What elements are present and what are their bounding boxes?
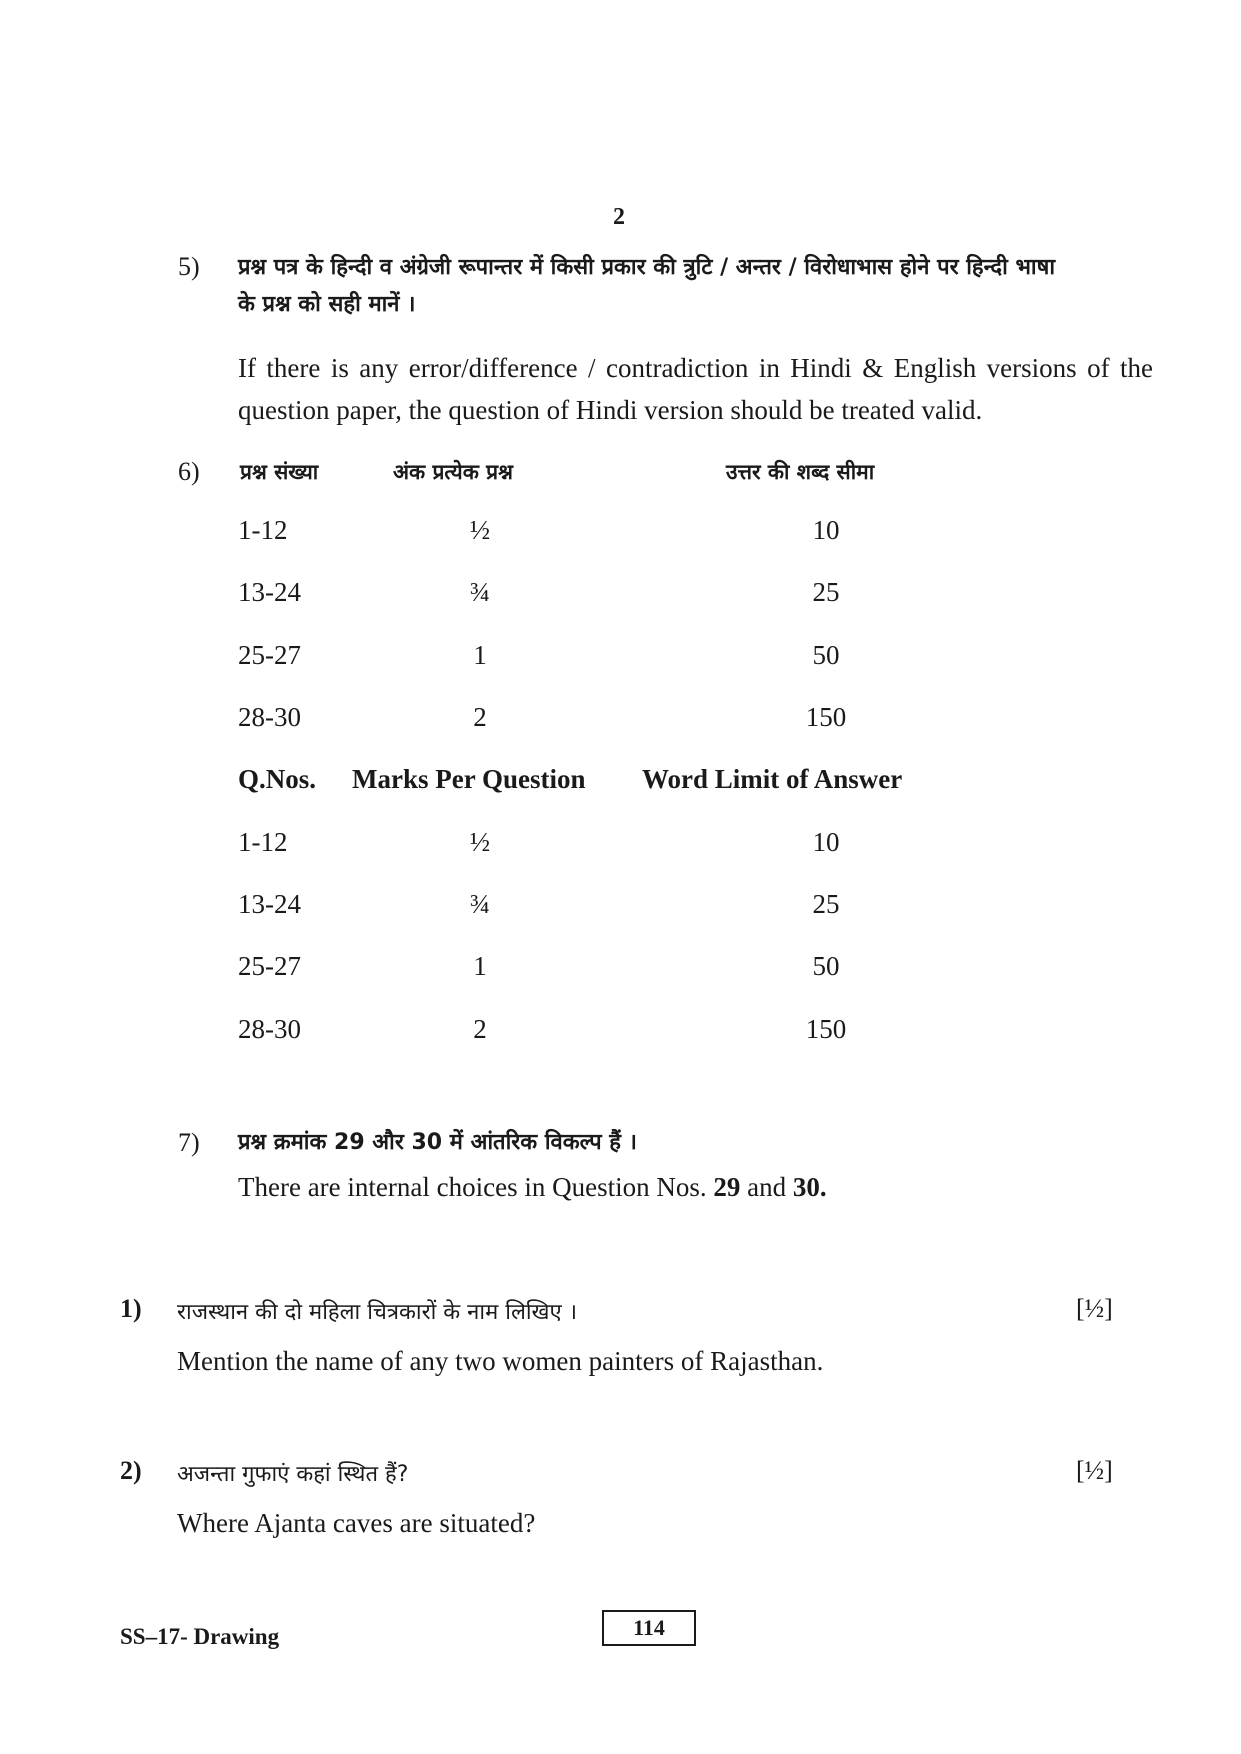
hindi-header-qno: प्रश्न संख्या [240,460,319,484]
table-cell: 1-12 [238,827,288,857]
question-2-number: 2) [120,1456,142,1485]
table-cell: 1-12 [238,515,288,545]
table-cell: 50 [812,951,840,981]
hindi-header-wordlimit: उत्तर की शब्द सीमा [726,460,875,484]
hindi-header-marks: अंक प्रत्येक प्रश्न [393,460,513,484]
instruction-7-english [238,1172,827,1203]
question-1-hindi: राजस्थान की दो महिला चित्रकारों के नाम लिखिए । [177,1300,578,1325]
question-2-marks: [½] [1076,1456,1113,1485]
instruction-7-number: 7) [178,1128,200,1157]
table-cell: 50 [812,640,840,670]
instruction-7-qnum-29: 29 [713,1172,741,1202]
instruction-7-english-and: and [740,1172,793,1202]
question-1-english: Mention the name of any two women painters of Rajasthan. [177,1346,824,1376]
footer-page-number: 114 [602,1610,696,1646]
table-cell: 150 [805,702,847,732]
instruction-5-hindi-line2: के प्रश्न को सही मानें । [238,292,416,317]
table-cell: 25-27 [238,640,301,670]
instruction-7-english-text: There are internal choices in Question Nos. [238,1172,714,1202]
instruction-7-hindi: प्रश्न क्रमांक 29 और 30 में आंतरिक विकल्प हैं । [238,1130,637,1155]
table-cell: 25-27 [238,951,301,981]
table-cell: 10 [812,827,840,857]
table-cell: ¾ [469,889,491,919]
question-2-hindi: अजन्ता गुफाएं कहां स्थित हैं? [177,1462,409,1487]
instruction-5-english: If there is any error/difference / contradiction in Hindi & English versions of the question paper, the question of Hindi version should be treated valid. [238,353,1153,425]
instruction-7-qnum-30: 30. [792,1172,827,1202]
table-cell: 25 [812,577,840,607]
table-cell: 150 [805,1014,847,1044]
table-cell: 28-30 [238,702,301,732]
table-cell: ½ [469,515,491,545]
question-2-english: Where Ajanta caves are situated? [177,1508,536,1538]
question-1-marks: [½] [1076,1294,1113,1323]
instruction-6-number: 6) [178,457,200,486]
table-cell: ½ [469,827,491,857]
english-header-wordlimit: Word Limit of Answer [642,764,903,794]
table-cell: 1 [473,951,487,981]
instruction-5-number: 5) [178,252,200,281]
question-1-number: 1) [120,1294,142,1323]
instruction-5-hindi-line1: प्रश्न पत्र के हिन्दी व अंग्रेजी रूपान्तर में किसी प्रकार की त्रुटि / अन्तर / विरोधाभास होने पर हिन्दी भाषा [238,255,1056,280]
page-top-number: 2 [613,204,625,230]
english-header-marks: Marks Per Question [352,764,586,794]
table-cell: 1 [473,640,487,670]
table-cell: ¾ [469,577,491,607]
table-cell: 2 [473,1014,487,1044]
table-cell: 28-30 [238,1014,301,1044]
table-cell: 13-24 [238,889,301,919]
footer-paper-code: SS–17- Drawing [120,1624,280,1649]
table-cell: 2 [473,702,487,732]
table-cell: 25 [812,889,840,919]
table-cell: 10 [812,515,840,545]
english-header-qno: Q.Nos. [238,764,317,794]
table-cell: 13-24 [238,577,301,607]
